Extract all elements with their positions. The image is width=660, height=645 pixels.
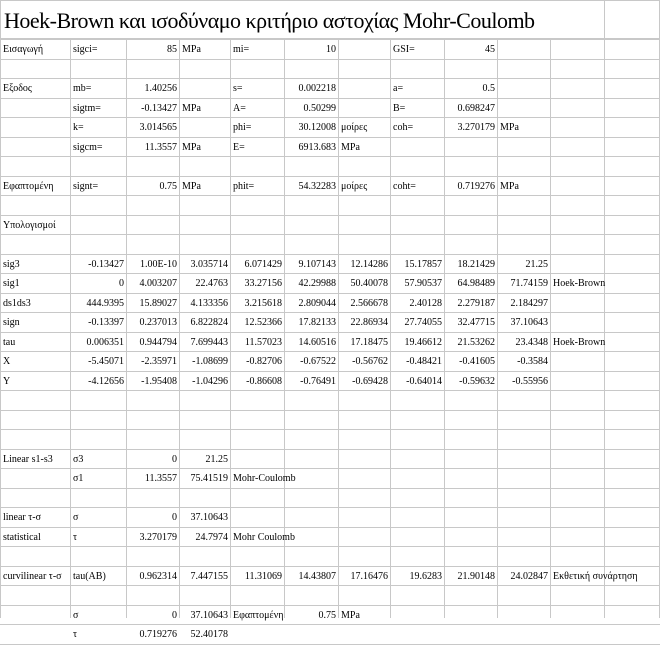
- cell-r5-c3[interactable]: 3.014565: [139, 121, 177, 133]
- cell-r8-c2[interactable]: signt=: [73, 180, 99, 192]
- cell-r6-c3[interactable]: 11.3557: [144, 141, 177, 153]
- cell-r3-c3[interactable]: 1.40256: [144, 82, 177, 94]
- cell-r18-c7[interactable]: -0.69428: [352, 375, 388, 387]
- cell-r13-c10[interactable]: 71.74159: [510, 277, 548, 289]
- cell-r23-c3[interactable]: 11.3557: [144, 472, 177, 484]
- cell-r17-c6[interactable]: -0.67522: [300, 355, 336, 367]
- cell-r5-c8[interactable]: coh=: [393, 121, 414, 133]
- cell-r18-c6[interactable]: -0.76491: [300, 375, 336, 387]
- cell-r18-c8[interactable]: -0.64014: [406, 375, 442, 387]
- cell-r17-c8[interactable]: -0.48421: [406, 355, 442, 367]
- cell-r3-c6[interactable]: 0.002218: [298, 82, 336, 94]
- cell-r12-c10[interactable]: 21.25: [525, 258, 548, 270]
- cell-r30-c7[interactable]: MPa: [341, 609, 360, 621]
- cell-r16-c4[interactable]: 7.699443: [190, 336, 228, 348]
- cell-r15-c4[interactable]: 6.822824: [190, 316, 228, 328]
- cell-r18-c4[interactable]: -1.04296: [192, 375, 228, 387]
- cell-r4-c8[interactable]: B=: [393, 102, 406, 114]
- cell-r25-c1[interactable]: linear τ-σ: [3, 511, 42, 523]
- cell-r14-c8[interactable]: 2.40128: [409, 297, 442, 309]
- cell-r4-c5[interactable]: A=: [233, 102, 246, 114]
- cell-r25-c2[interactable]: σ: [73, 511, 79, 523]
- cell-r28-c4[interactable]: 7.447155: [190, 570, 228, 582]
- cell-r22-c2[interactable]: σ3: [73, 453, 84, 465]
- cell-r8-c9[interactable]: 0.719276: [457, 180, 495, 192]
- cell-r16-c2[interactable]: 0.006351: [86, 336, 124, 348]
- cell-r4-c2[interactable]: sigtm=: [73, 102, 101, 114]
- cell-r28-c5[interactable]: 11.31069: [244, 570, 282, 582]
- cell-r17-c10[interactable]: -0.3584: [517, 355, 548, 367]
- cell-r8-c5[interactable]: phit=: [233, 180, 255, 192]
- cell-r17-c2[interactable]: -5.45071: [88, 355, 124, 367]
- cell-r8-c7[interactable]: μοίρες: [341, 180, 368, 192]
- cell-r12-c8[interactable]: 15.17857: [404, 258, 442, 270]
- cell-r26-c4[interactable]: 24.7974: [195, 531, 228, 543]
- cell-r30-c6[interactable]: 0.75: [318, 609, 336, 621]
- cell-r17-c5[interactable]: -0.82706: [246, 355, 282, 367]
- cell-r18-c3[interactable]: -1.95408: [141, 375, 177, 387]
- sheet-title: Hoek-Brown και ισοδύναμο κριτήριο αστοχίας Mohr-Coulomb: [4, 8, 535, 33]
- cell-r26-c5[interactable]: Mohr Coulomb: [233, 531, 295, 543]
- cell-r13-c11[interactable]: Hoek-Brown: [553, 277, 606, 289]
- cell-r14-c3[interactable]: 15.89027: [139, 297, 177, 309]
- cell-r14-c5[interactable]: 3.215618: [244, 297, 282, 309]
- cell-r4-c4[interactable]: MPa: [182, 102, 201, 114]
- cell-r26-c3[interactable]: 3.270179: [139, 531, 177, 543]
- cell-r12-c6[interactable]: 9.107143: [298, 258, 336, 270]
- cell-r3-c5[interactable]: s=: [233, 82, 243, 94]
- cell-r5-c10[interactable]: MPa: [500, 121, 519, 133]
- cell-r15-c10[interactable]: 37.10643: [510, 316, 548, 328]
- cell-r30-c2[interactable]: σ: [73, 609, 79, 621]
- cell-r8-c1[interactable]: Εφαπτομένη: [3, 180, 54, 192]
- cell-r31-c4[interactable]: 52.40178: [190, 628, 228, 640]
- cell-r4-c6[interactable]: 0.50299: [303, 102, 336, 114]
- cell-r1-c6[interactable]: 10: [326, 43, 336, 55]
- cell-r17-c4[interactable]: -1.08699: [192, 355, 228, 367]
- cell-r16-c8[interactable]: 19.46612: [404, 336, 442, 348]
- cell-r1-c4[interactable]: MPa: [182, 43, 201, 55]
- cell-r16-c10[interactable]: 23.4348: [515, 336, 548, 348]
- cell-r13-c3[interactable]: 4.003207: [139, 277, 177, 289]
- cell-r12-c3[interactable]: 1.00E-10: [140, 258, 177, 270]
- grid-line-v: [604, 0, 605, 618]
- cell-r16-c11[interactable]: Hoek-Brown: [553, 336, 606, 348]
- cell-r5-c7[interactable]: μοίρες: [341, 121, 368, 133]
- cell-r4-c3[interactable]: -0.13427: [141, 102, 177, 114]
- grid-line-h: [0, 234, 660, 235]
- cell-r6-c2[interactable]: sigcm=: [73, 141, 103, 153]
- cell-r3-c1[interactable]: Εξοδος: [3, 82, 32, 94]
- cell-r28-c9[interactable]: 21.90148: [457, 570, 495, 582]
- cell-r10-c1[interactable]: Υπολογισμοί: [3, 219, 56, 231]
- cell-r26-c2[interactable]: τ: [73, 531, 78, 543]
- cell-r1-c8[interactable]: GSI=: [393, 43, 415, 55]
- cell-r12-c5[interactable]: 6.071429: [244, 258, 282, 270]
- cell-r15-c3[interactable]: 0.237013: [139, 316, 177, 328]
- cell-r16-c6[interactable]: 14.60516: [298, 336, 336, 348]
- cell-r28-c8[interactable]: 19.6283: [409, 570, 442, 582]
- cell-r5-c2[interactable]: k=: [73, 121, 84, 133]
- grid-line-h: [0, 215, 660, 216]
- cell-r1-c3[interactable]: 85: [167, 43, 177, 55]
- cell-r13-c5[interactable]: 33.27156: [244, 277, 282, 289]
- cell-r28-c10[interactable]: 24.02847: [510, 570, 548, 582]
- cell-r30-c3[interactable]: 0: [172, 609, 177, 621]
- cell-r28-c7[interactable]: 17.16476: [350, 570, 388, 582]
- cell-r13-c2[interactable]: 0: [119, 277, 124, 289]
- cell-r13-c8[interactable]: 57.90537: [404, 277, 442, 289]
- cell-r30-c4[interactable]: 37.10643: [190, 609, 228, 621]
- cell-r8-c4[interactable]: MPa: [182, 180, 201, 192]
- cell-r28-c11[interactable]: Εκθετική συνάρτηση: [553, 570, 638, 582]
- cell-r13-c1[interactable]: sig1: [3, 277, 20, 289]
- cell-r15-c6[interactable]: 17.82133: [298, 316, 336, 328]
- cell-r15-c5[interactable]: 12.52366: [244, 316, 282, 328]
- cell-r13-c6[interactable]: 42.29988: [298, 277, 336, 289]
- cell-r18-c10[interactable]: -0.55956: [512, 375, 548, 387]
- cell-r16-c5[interactable]: 11.57023: [244, 336, 282, 348]
- cell-r3-c8[interactable]: a=: [393, 82, 404, 94]
- cell-r6-c5[interactable]: E=: [233, 141, 245, 153]
- cell-r12-c1[interactable]: sig3: [3, 258, 20, 270]
- cell-r16-c9[interactable]: 21.53262: [457, 336, 495, 348]
- cell-r6-c7[interactable]: MPa: [341, 141, 360, 153]
- cell-r1-c9[interactable]: 45: [485, 43, 495, 55]
- cell-r15-c8[interactable]: 27.74055: [404, 316, 442, 328]
- cell-r5-c5[interactable]: phi=: [233, 121, 252, 133]
- cell-r15-c9[interactable]: 32.47715: [457, 316, 495, 328]
- cell-r13-c7[interactable]: 50.40078: [350, 277, 388, 289]
- grid-line-h: [0, 0, 660, 1]
- cell-r18-c1[interactable]: Y: [3, 375, 11, 387]
- cell-r1-c2[interactable]: sigci=: [73, 43, 98, 55]
- cell-r25-c4[interactable]: 37.10643: [190, 511, 228, 523]
- cell-r5-c9[interactable]: 3.270179: [457, 121, 495, 133]
- grid-line-h: [0, 410, 660, 411]
- cell-r22-c4[interactable]: 21.25: [205, 453, 228, 465]
- cell-r23-c2[interactable]: σ1: [73, 472, 84, 484]
- cell-r17-c1[interactable]: X: [3, 355, 11, 367]
- cell-r14-c10[interactable]: 2.184297: [510, 297, 548, 309]
- cell-r15-c7[interactable]: 22.86934: [350, 316, 388, 328]
- grid-line-h: [0, 59, 660, 60]
- cell-r13-c9[interactable]: 64.98489: [457, 277, 495, 289]
- cell-r17-c9[interactable]: -0.41605: [459, 355, 495, 367]
- grid-line-h: [0, 488, 660, 489]
- cell-r14-c4[interactable]: 4.133356: [190, 297, 228, 309]
- cell-r14-c9[interactable]: 2.279187: [457, 297, 495, 309]
- cell-r31-c3[interactable]: 0.719276: [139, 628, 177, 640]
- cell-r23-c4[interactable]: 75.41519: [190, 472, 228, 484]
- cell-r18-c5[interactable]: -0.86608: [246, 375, 282, 387]
- cell-r14-c6[interactable]: 2.809044: [298, 297, 336, 309]
- cell-r1-c1[interactable]: Εισαγωγή: [3, 43, 44, 55]
- cell-r15-c1[interactable]: sign: [3, 316, 20, 328]
- cell-r22-c1[interactable]: Linear s1-s3: [3, 453, 53, 465]
- cell-r28-c6[interactable]: 14.43807: [298, 570, 336, 582]
- cell-r12-c7[interactable]: 12.14286: [350, 258, 388, 270]
- cell-r8-c3[interactable]: 0.75: [159, 180, 177, 192]
- cell-r5-c6[interactable]: 30.12008: [298, 121, 336, 133]
- cell-r23-c5[interactable]: Mohr-Coulomb: [233, 472, 296, 484]
- cell-r26-c1[interactable]: statistical: [3, 531, 41, 543]
- cell-r12-c9[interactable]: 18.21429: [457, 258, 495, 270]
- cell-r28-c2[interactable]: tau(AB): [73, 570, 106, 582]
- cell-r6-c6[interactable]: 6913.683: [298, 141, 336, 153]
- cell-r3-c9[interactable]: 0.5: [482, 82, 495, 94]
- cell-r14-c2[interactable]: 444.9395: [86, 297, 124, 309]
- cell-r14-c1[interactable]: ds1ds3: [3, 297, 31, 309]
- cell-r17-c3[interactable]: -2.35971: [141, 355, 177, 367]
- cell-r17-c7[interactable]: -0.56762: [352, 355, 388, 367]
- cell-r12-c4[interactable]: 3.035714: [190, 258, 228, 270]
- cell-r15-c2[interactable]: -0.13397: [88, 316, 124, 328]
- grid-line-h: [0, 38, 660, 39]
- cell-r25-c3[interactable]: 0: [172, 511, 177, 523]
- cell-r16-c3[interactable]: 0.944794: [139, 336, 177, 348]
- grid-line-h: [0, 429, 660, 430]
- cell-r13-c4[interactable]: 22.4763: [195, 277, 228, 289]
- cell-r8-c10[interactable]: MPa: [500, 180, 519, 192]
- cell-r12-c2[interactable]: -0.13427: [88, 258, 124, 270]
- cell-r31-c2[interactable]: τ: [73, 628, 78, 640]
- cell-r28-c3[interactable]: 0.962314: [139, 570, 177, 582]
- cell-r22-c3[interactable]: 0: [172, 453, 177, 465]
- cell-r8-c8[interactable]: coht=: [393, 180, 416, 192]
- cell-r18-c9[interactable]: -0.59632: [459, 375, 495, 387]
- cell-r6-c4[interactable]: MPa: [182, 141, 201, 153]
- cell-r8-c6[interactable]: 54.32283: [298, 180, 336, 192]
- cell-r14-c7[interactable]: 2.566678: [350, 297, 388, 309]
- cell-r3-c2[interactable]: mb=: [73, 82, 92, 94]
- cell-r16-c1[interactable]: tau: [3, 336, 16, 348]
- cell-r16-c7[interactable]: 17.18475: [350, 336, 388, 348]
- cell-r28-c1[interactable]: curvilinear τ-σ: [3, 570, 62, 582]
- cell-r4-c9[interactable]: 0.698247: [457, 102, 495, 114]
- cell-r1-c5[interactable]: mi=: [233, 43, 250, 55]
- cell-r18-c2[interactable]: -4.12656: [88, 375, 124, 387]
- cell-r30-c5[interactable]: Εφαπτομένη: [233, 609, 284, 621]
